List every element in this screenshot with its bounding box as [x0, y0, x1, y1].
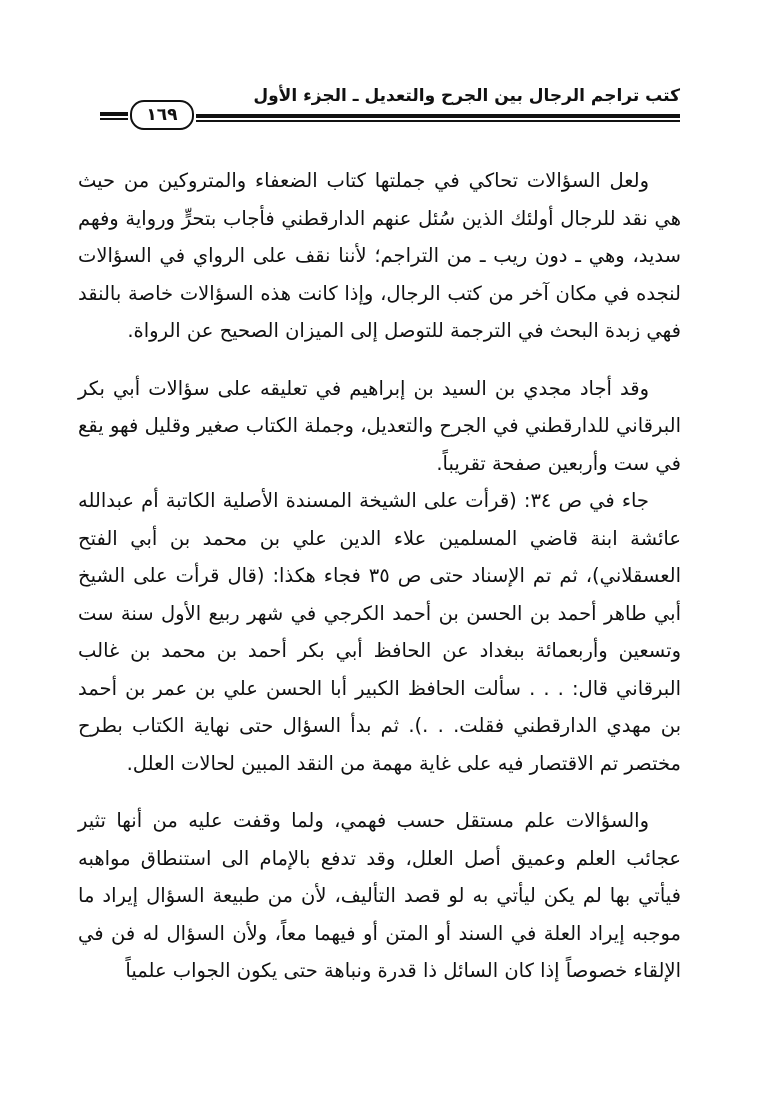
paragraph-4: والسؤالات علم مستقل حسب فهمي، ولما وقفت عليه من أنها تثير عجائب العلم وعميق أصل العلل، وقد تدفع بالإمام الى استنطاق مواهبه فيأتي بها لم يكن ليأتي به لو قصد التأليف، لأن من طبيعة السؤال إيراد ما موجبه إيراد العلة في السند أو المتن أو فيهما معاً، ولأن السؤال له فن في الإلقاء خصوصاً إذا كان السائل ذا قدرة ونباهة حتى يكون الجواب علمياً — [78, 809, 681, 982]
page-body — [78, 162, 681, 1010]
page-number-ornament — [100, 100, 196, 128]
paragraph-2: وقد أجاد مجدي بن السيد بن إبراهيم في تعليقه على سؤالات أبي بكر البرقاني للدارقطني في الجرح والتعديل، وجملة الكتاب صغير وقليل فهو يقع في ست وأربعين صفحة تقريباً. — [78, 376, 681, 475]
paragraph-3: جاء في ص ٣٤: (قرأت على الشيخة المسندة الأصلية الكاتبة أم عبدالله عائشة ابنة قاضي المسلمين علاء الدين علي بن محمد بن أبي الفتح العسقلاني)، ثم تم الإسناد حتى ص ٣٥ فجاء هكذا: (قال قرأت على الشيخ أبي طاهر أحمد بن الحسن بن أحمد الكرجي في شهر ربيع الأول سنة ست وتسعين وأربعمائة ببغداد عن الحافظ أبي بكر أحمد بن محمد بن غالب البرقاني قال: . . . سألت الحافظ الكبير أبا الحسن علي بن عمر بن أحمد بن مهدي الدارقطني فقلت. . .). ثم بدأ السؤال حتى نهاية الكتاب بطرح مختصر تم الاقتصار فيه على غاية مهمة من النقد المبين لحالات العلل. — [78, 489, 681, 775]
header-rule-thin — [196, 120, 680, 122]
page-number-rule-thin — [100, 118, 128, 120]
page-number-rule-thick — [100, 112, 128, 116]
page-number: ١٦٩ — [130, 100, 194, 130]
paragraph-1: ولعل السؤالات تحاكي في جملتها كتاب الضعفاء والمتروكين من حيث هي نقد للرجال أولئك الذين سُئل عنهم الدارقطني فأجاب بتحرٍّ ورواية وفهم سديد، وهي ـ دون ريب ـ من التراجم؛ لأننا نقف على الرواي في السؤالات لنجده في مكان آخر من كتب الرجال، وإذا كانت هذه السؤالات خاصة بالنقد فهي زبدة البحث في الترجمة للتوصل إلى الميزان الصحيح عن الرواة. — [78, 169, 681, 342]
header-rule-thick — [196, 114, 680, 118]
running-header — [100, 86, 680, 126]
header-title: كتب تراجم الرجال بين الجرح والتعديل ـ الجزء الأول — [253, 86, 680, 106]
